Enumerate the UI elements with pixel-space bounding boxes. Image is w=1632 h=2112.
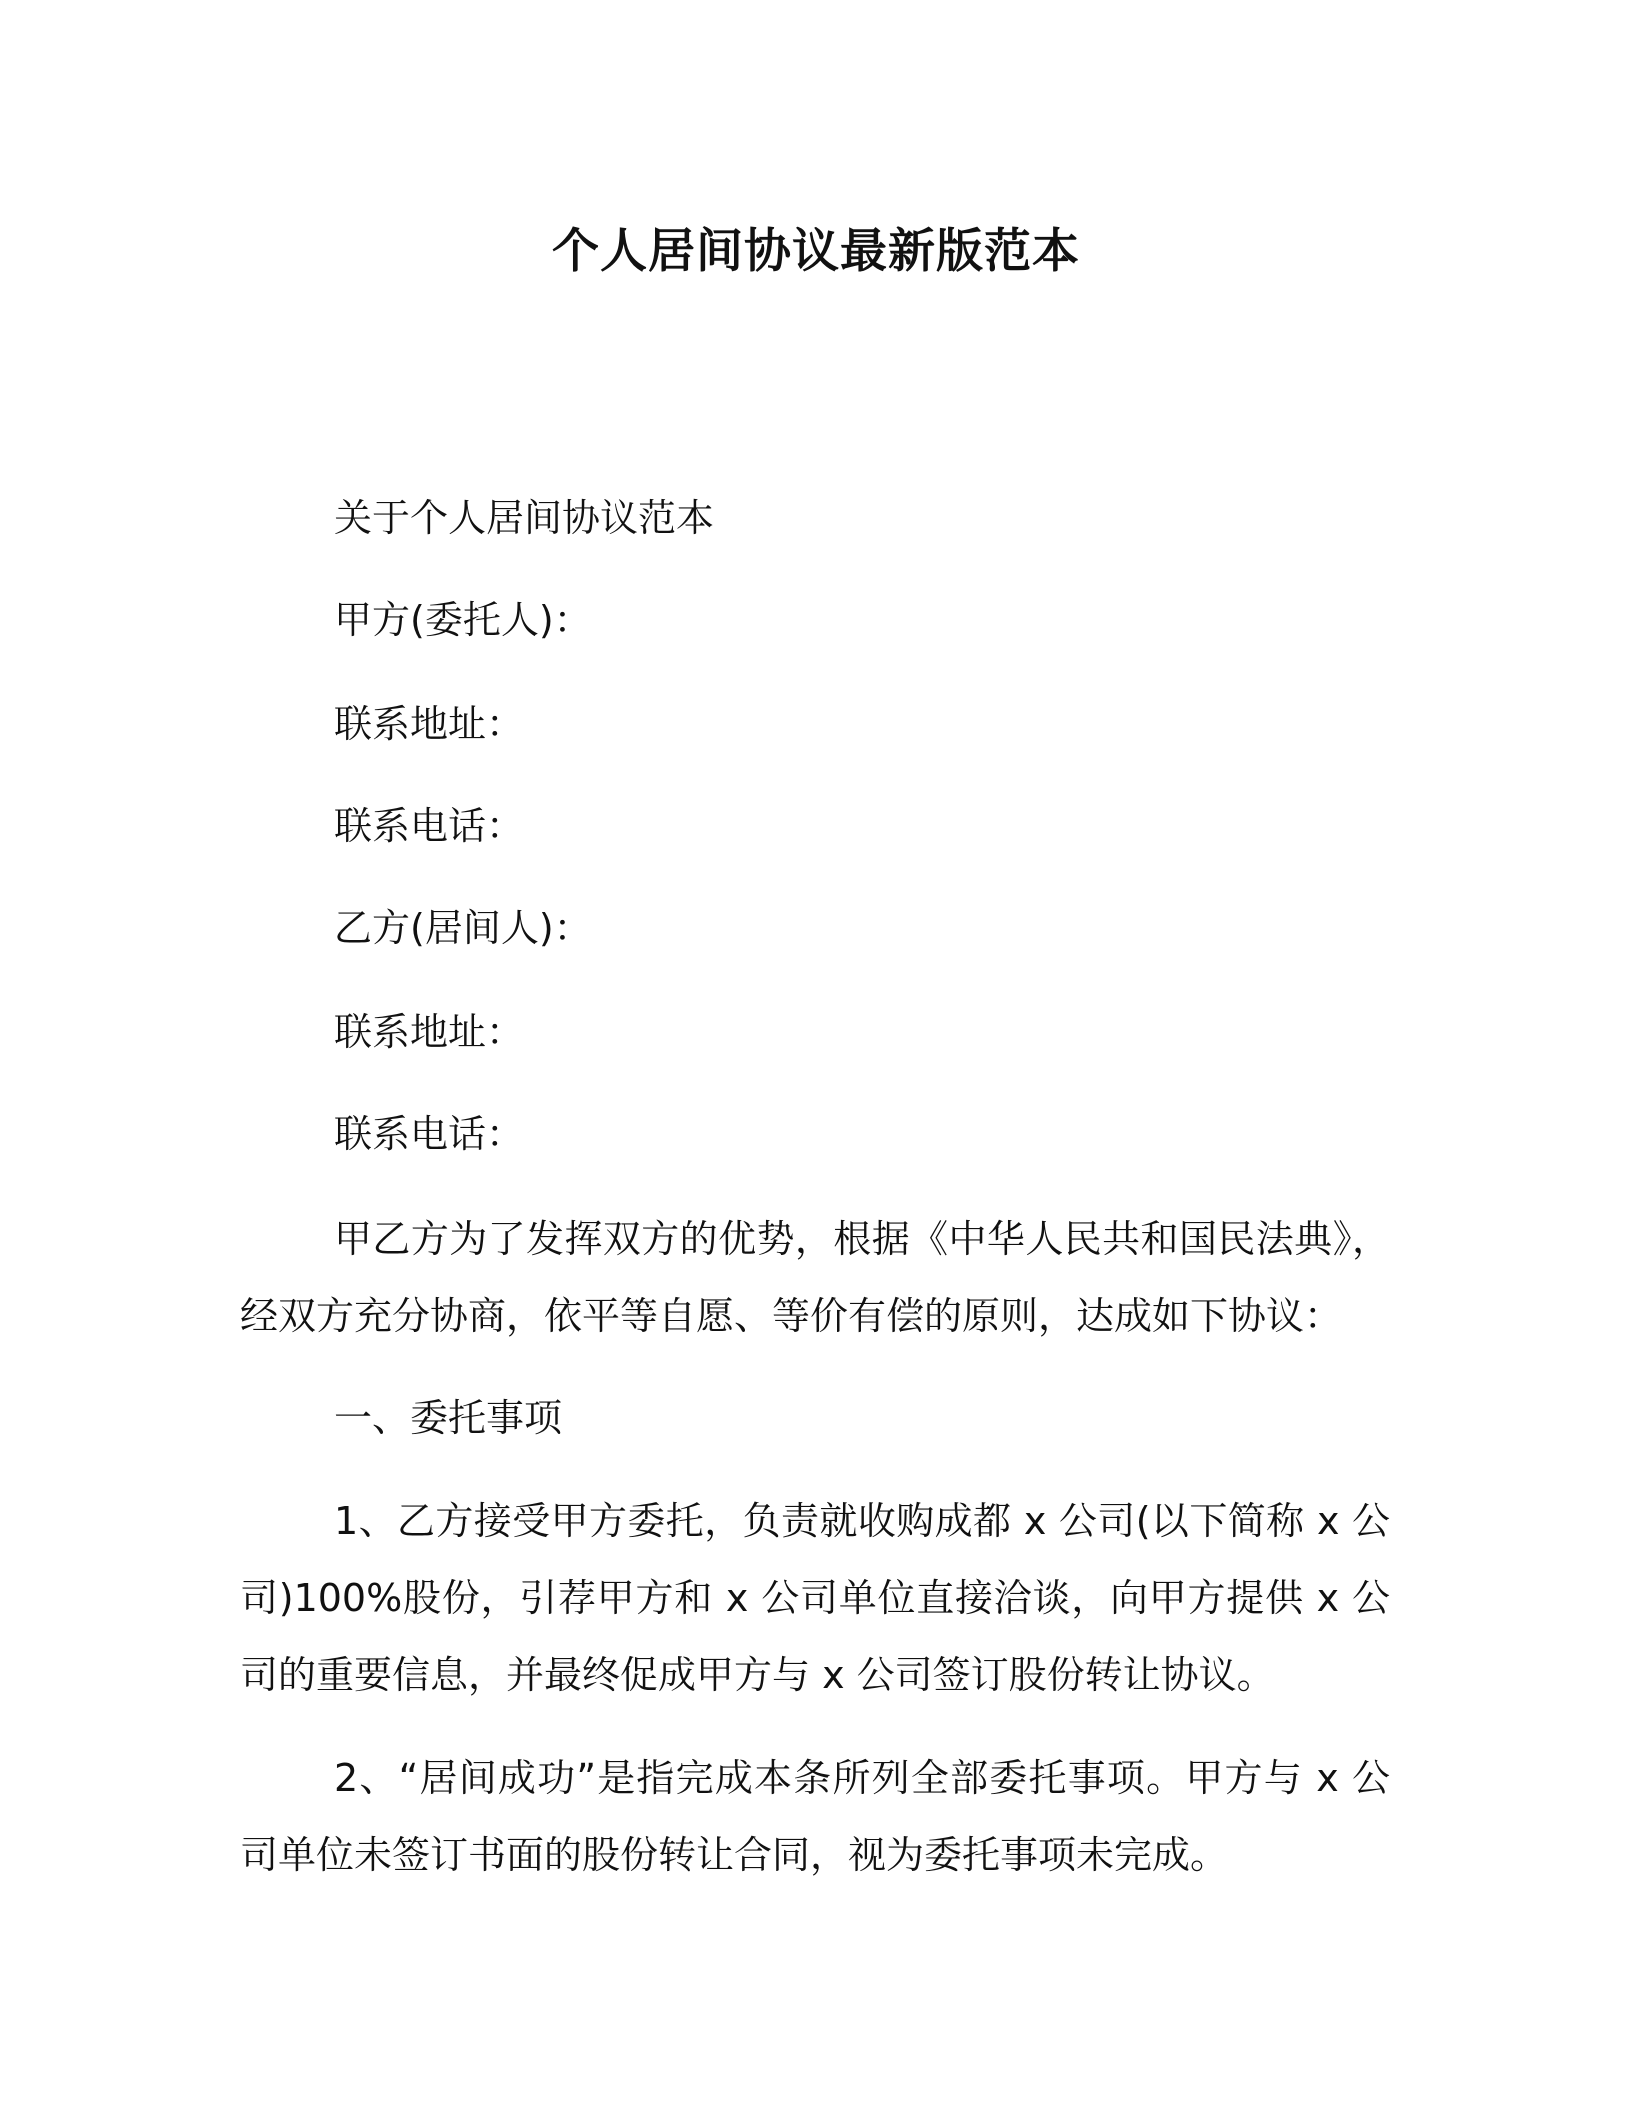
- party-a-address-label: 联系地址：: [334, 702, 525, 746]
- document-title: 个人居间协议最新版范本: [552, 224, 1080, 279]
- clause-1-paragraph: 1、乙方接受甲方委托，负责就收购成都 x 公司(以下简称 x 公司)100%股份，引荐甲方和 x 公司单位直接洽谈，向甲方提供 x 公司的重要信息，并最终促成甲方与 x 公司签订股份转让协议。: [240, 1499, 1390, 1697]
- party-a-phone-label: 联系电话：: [334, 804, 525, 848]
- party-b-address-label: 联系地址：: [334, 1010, 525, 1054]
- party-b-label: 乙方(居间人)：: [334, 906, 592, 950]
- party-a-label: 甲方(委托人)：: [334, 598, 592, 642]
- preamble-paragraph: 甲乙方为了发挥双方的优势，根据《中华人民共和国民法典》，经双方充分协商，依平等自愿、等价有偿的原则，达成如下协议：: [240, 1217, 1390, 1338]
- section-1-heading: 一、委托事项: [334, 1396, 563, 1440]
- document-subtitle: 关于个人居间协议范本: [334, 496, 715, 540]
- clause-2-paragraph: 2、“居间成功”是指完成本条所列全部委托事项。甲方与 x 公司单位未签订书面的股份转让合同，视为委托事项未完成。: [240, 1756, 1390, 1877]
- party-b-phone-label: 联系电话：: [334, 1112, 525, 1156]
